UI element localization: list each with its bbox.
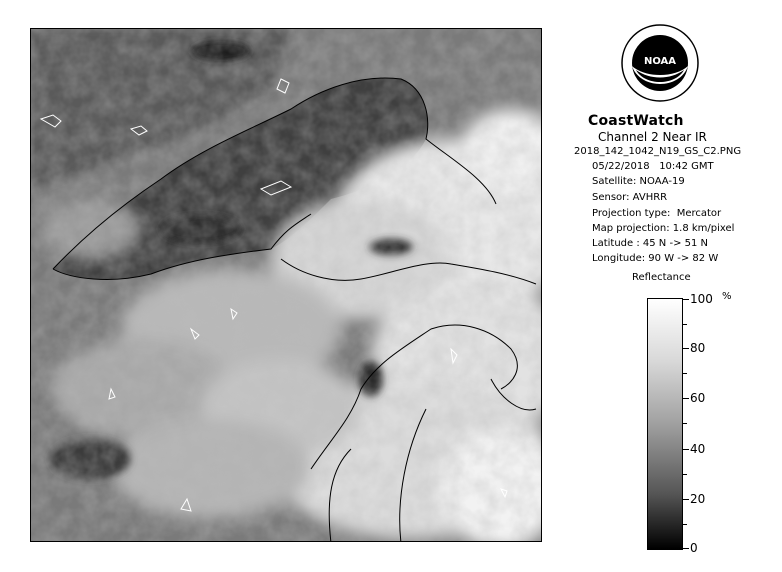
channel-title: Channel 2 Near IR bbox=[598, 130, 707, 144]
legend-unit: % bbox=[722, 291, 732, 302]
legend-title: Reflectance bbox=[632, 272, 691, 283]
tick-label-40: 40 bbox=[690, 442, 706, 456]
time-value: 10:42 GMT bbox=[659, 161, 714, 172]
colorbar-tick bbox=[683, 373, 687, 374]
tick-label-80: 80 bbox=[690, 341, 706, 355]
colorbar-tick bbox=[683, 324, 687, 325]
sensor-line bbox=[592, 192, 782, 203]
satellite-line bbox=[592, 176, 782, 187]
colorbar-tick bbox=[683, 474, 687, 475]
noaa-logo-icon bbox=[620, 18, 700, 108]
colorbar-tick bbox=[683, 423, 687, 424]
colorbar-tick bbox=[683, 499, 689, 500]
tick-label-60: 60 bbox=[690, 391, 706, 405]
filename-label: 2018_142_1042_N19_GS_C2.PNG bbox=[574, 146, 742, 157]
tick-label-0: 0 bbox=[690, 541, 698, 555]
sensor-value: AVHRR bbox=[632, 192, 668, 203]
longitude-value: 90 W -> 82 W bbox=[648, 253, 719, 264]
colorbar-tick bbox=[683, 398, 689, 399]
map-projection-value: 1.8 km/pixel bbox=[672, 223, 735, 234]
colorbar-tick bbox=[683, 299, 689, 300]
projection-label: Projection type: bbox=[592, 208, 671, 219]
tick-label-20: 20 bbox=[690, 492, 706, 506]
reflectance-colorbar bbox=[647, 298, 683, 550]
satellite-image-render bbox=[31, 29, 542, 542]
satellite-label: Satellite: bbox=[592, 176, 637, 187]
latitude-label: Latitude : bbox=[592, 238, 640, 249]
noaa-logo-text: NOAA bbox=[643, 56, 677, 67]
longitude-label: Longitude: bbox=[592, 253, 646, 264]
map-projection-line bbox=[592, 223, 782, 234]
tick-label-100: 100 bbox=[690, 292, 713, 306]
noaa-logo bbox=[620, 18, 700, 108]
satellite-value: NOAA-19 bbox=[639, 176, 685, 187]
latitude-value: 45 N -> 51 N bbox=[642, 238, 709, 249]
longitude-line bbox=[592, 253, 782, 264]
date-value: 05/22/2018 bbox=[592, 161, 650, 172]
projection-value: Mercator bbox=[676, 208, 722, 219]
projection-line bbox=[592, 208, 782, 219]
date-time-line bbox=[592, 161, 782, 172]
colorbar-tick bbox=[683, 548, 689, 549]
brand-title: CoastWatch bbox=[588, 113, 684, 129]
colorbar-tick bbox=[683, 348, 689, 349]
map-projection-label: Map projection: bbox=[592, 223, 670, 234]
satellite-image bbox=[30, 28, 542, 542]
sensor-label: Sensor: bbox=[592, 192, 630, 203]
colorbar-tick bbox=[683, 449, 689, 450]
latitude-line bbox=[592, 238, 782, 249]
colorbar-tick bbox=[683, 524, 687, 525]
